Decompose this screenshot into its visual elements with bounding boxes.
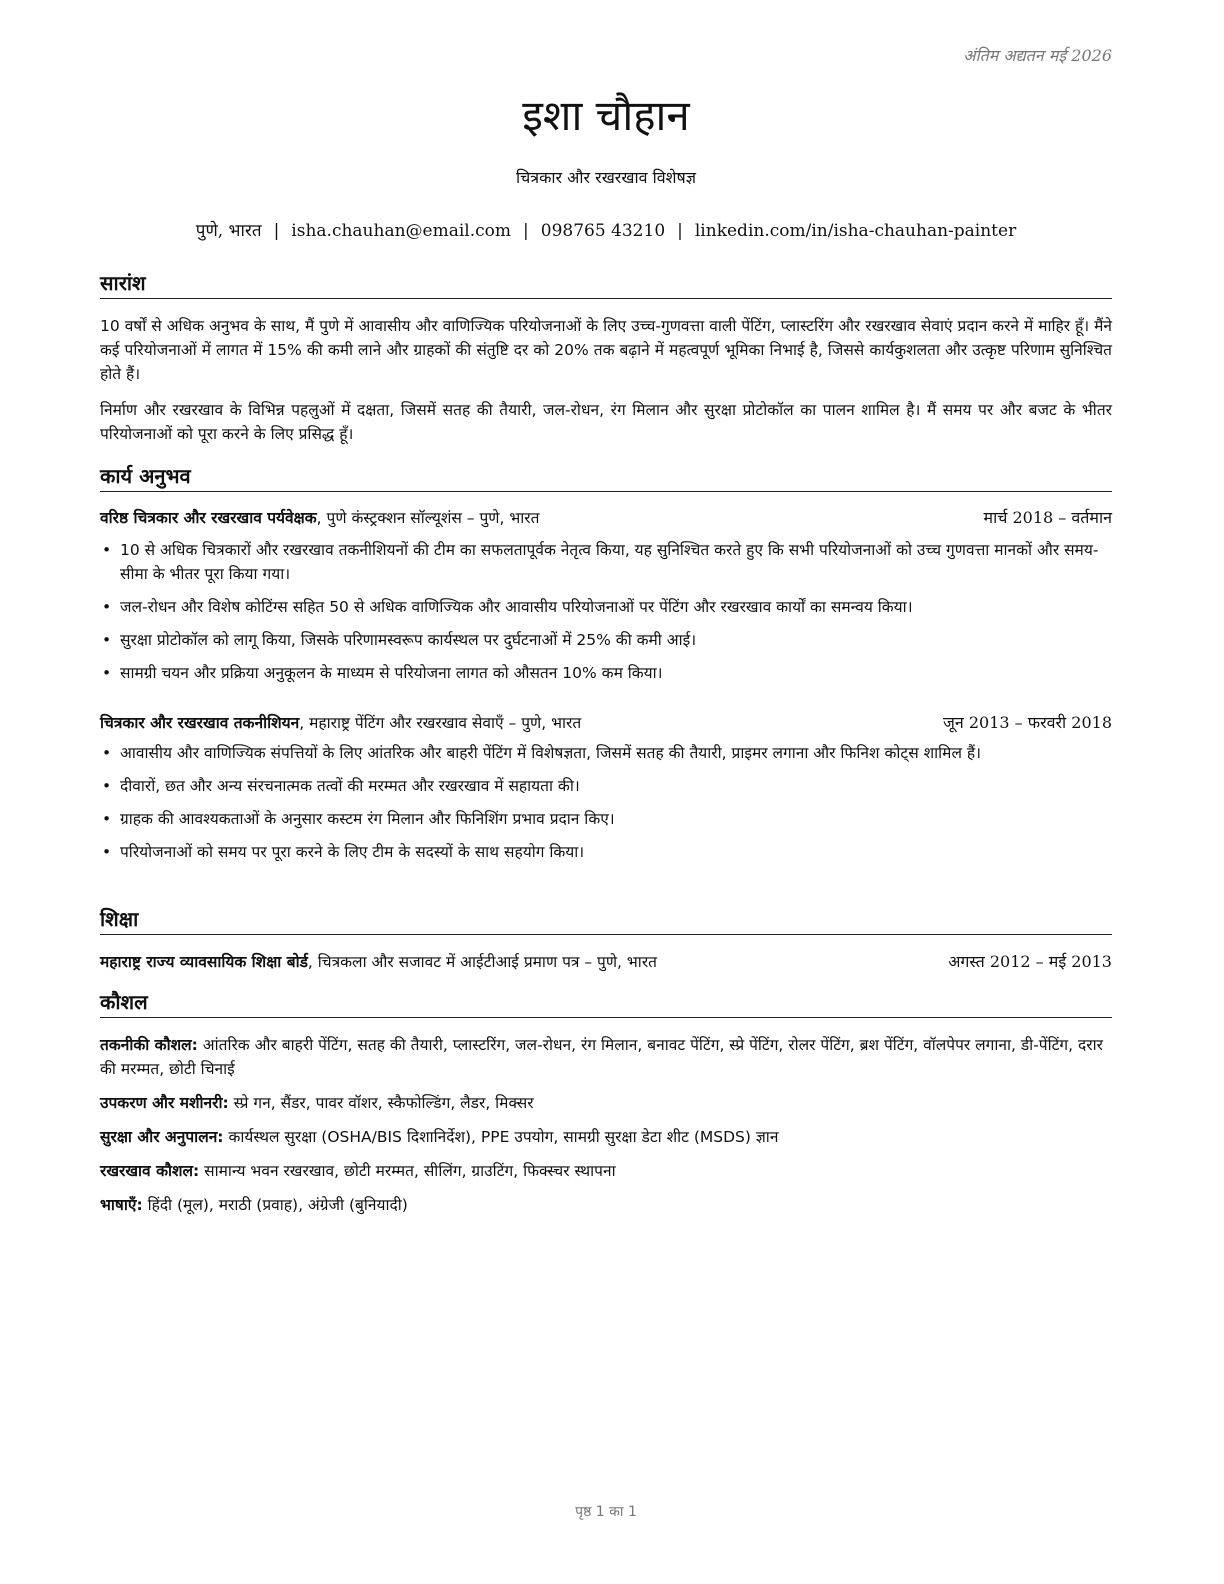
job-title: चित्रकार और रखरखाव तकनीशियन	[100, 714, 300, 732]
job-organization: , महाराष्ट्र पेंटिंग और रखरखाव सेवाएँ – पुणे, भारत	[299, 714, 582, 732]
skill-line	[100, 1193, 1112, 1217]
skill-label: भाषाएँ:	[100, 1196, 143, 1214]
job-bullet: • सामग्री चयन और प्रक्रिया अनुकूलन के माध्यम से परियोजना लागत को औसतन 10% कम किया।	[100, 661, 1112, 685]
contact-location: पुणे, भारत	[195, 221, 262, 241]
job-title: वरिष्ठ चित्रकार और रखरखाव पर्यवेक्षक	[100, 509, 317, 527]
candidate-name: इशा चौहान	[522, 91, 690, 140]
job-bullet: • ग्राहक की आवश्यकताओं के अनुसार कस्टम रंग मिलान और फिनिशिंग प्रभाव प्रदान किए।	[100, 807, 1112, 831]
job-bullet: • सुरक्षा प्रोटोकॉल को लागू किया, जिसके परिणामस्वरूप कार्यस्थल पर दुर्घटनाओं में 25% की कमी आई।	[100, 628, 1112, 652]
contact-separator: |	[523, 221, 529, 241]
skill-label: रखरखाव कौशल:	[100, 1162, 200, 1180]
job-bullet: • परियोजनाओं को समय पर पूरा करने के लिए टीम के सदस्यों के साथ सहयोग किया।	[100, 840, 1112, 864]
skill-value: हिंदी (मूल), मराठी (प्रवाह), अंग्रेजी (बुनियादी)	[142, 1196, 408, 1214]
contact-phone: 098765 43210	[540, 221, 666, 241]
job-bullet-list	[100, 538, 1112, 694]
contact-linkedin[interactable]: linkedin.com/in/isha-chauhan-painter	[694, 221, 1017, 241]
skill-line	[100, 1091, 1112, 1115]
job-header	[100, 506, 1112, 530]
contact-line	[100, 218, 1112, 244]
skill-value: आंतरिक और बाहरी पेंटिंग, सतह की तैयारी, प्लास्टरिंग, जल-रोधन, रंग मिलान, बनावट पेंटिंग, स्प्रे पेंटिंग, रोलर पेंटिंग, ब्रश पेंटिंग, वॉलपेपर लगाना, डी-पेंटिंग, दरार की मरम्मत, छोटी चिनाई	[100, 1036, 1103, 1078]
skill-line	[100, 1033, 1112, 1081]
page-number: पृष्ठ 1 का 1	[575, 1504, 637, 1520]
job-bullet: • आवासीय और वाणिज्यिक संपत्तियों के लिए आंतरिक और बाहरी पेंटिंग में विशेषज्ञता, जिसमें सतह की तैयारी, प्राइमर लगाना और फिनिश कोट्स शामिल हैं।	[100, 741, 1112, 765]
education-dates: अगस्त 2012 – मई 2013	[948, 952, 1112, 971]
education-institution: महाराष्ट्र राज्य व्यावसायिक शिक्षा बोर्ड	[100, 953, 308, 971]
skill-value: सामान्य भवन रखरखाव, छोटी मरम्मत, सीलिंग, ग्राउटिंग, फिक्स्चर स्थापना	[199, 1162, 616, 1180]
contact-separator: |	[273, 221, 280, 241]
education-detail: , चित्रकला और सजावट में आईटीआई प्रमाण पत्र – पुणे, भारत	[307, 953, 657, 971]
job-header	[100, 711, 1112, 735]
job-bullet: • दीवारों, छत और अन्य संरचनात्मक तत्वों की मरम्मत और रखरखाव में सहायता की।	[100, 774, 1112, 798]
education-entry	[100, 950, 1112, 974]
skill-line	[100, 1125, 1112, 1149]
skill-label: सुरक्षा और अनुपालन:	[100, 1128, 224, 1146]
job-bullet-list	[100, 741, 1112, 873]
skill-label: उपकरण और मशीनरी:	[100, 1094, 229, 1112]
contact-separator: |	[677, 221, 683, 241]
job-organization: , पुणे कंस्ट्रक्शन सॉल्यूशंस – पुणे, भारत	[316, 509, 540, 527]
section-heading-experience: कार्य अनुभव	[100, 463, 1112, 492]
job-dates: मार्च 2018 – वर्तमान	[983, 508, 1112, 527]
skill-label: तकनीकी कौशल:	[100, 1036, 198, 1054]
skill-value: कार्यस्थल सुरक्षा (OSHA/BIS दिशानिर्देश), PPE उपयोग, सामग्री सुरक्षा डेटा शीट (MSDS) ज्ञान	[223, 1128, 779, 1146]
job-bullet: • 10 से अधिक चित्रकारों और रखरखाव तकनीशियनों की टीम का सफलतापूर्वक नेतृत्व किया, यह सुनिश्चित करते हुए कि सभी परियोजनाओं को उच्च गुणवत्ता मानकों और समय-सीमा के भीतर पूरा किया गया।	[100, 538, 1112, 586]
summary-paragraph-2: निर्माण और रखरखाव के विभिन्न पहलुओं में दक्षता, जिसमें सतह की तैयारी, जल-रोधन, रंग मिलान और सुरक्षा प्रोटोकॉल का पालन शामिल है। मैं समय पर और बजट के भीतर परियोजनाओं को पूरा करने के लिए प्रसिद्ध हूँ।	[100, 401, 1112, 443]
summary-paragraph-1: 10 वर्षों से अधिक अनुभव के साथ, मैं पुणे में आवासीय और वाणिज्यिक परियोजनाओं के लिए उच्च-गुणवत्ता वाली पेंटिंग, प्लास्टरिंग और रखरखाव सेवाएं प्रदान करने में माहिर हूँ। मैंने कई परियोजनाओं में लागत में 15% की कमी लाने और ग्राहकों की संतुष्टि दर को 20% तक बढ़ाने में महत्वपूर्ण भूमिका निभाई है, जिससे कार्यकुशलता और उत्कृष्ट परिणाम सुनिश्चित होते हैं।	[100, 317, 1112, 383]
section-heading-summary: सारांश	[100, 270, 1112, 299]
skill-value: स्प्रे गन, सैंडर, पावर वॉशर, स्कैफोल्डिंग, लैडर, मिक्सर	[228, 1094, 534, 1112]
section-heading-skills: कौशल	[100, 989, 1112, 1018]
section-heading-education: शिक्षा	[100, 906, 1112, 935]
job-dates: जून 2013 – फरवरी 2018	[943, 713, 1112, 732]
candidate-title: चित्रकार और रखरखाव विशेषज्ञ	[515, 168, 696, 187]
last-updated-note: अंतिम अद्यतन मई 2026	[963, 46, 1112, 65]
resume-page	[100, 0, 1112, 1584]
contact-email[interactable]: isha.chauhan@email.com	[291, 221, 512, 241]
skill-line	[100, 1159, 1112, 1183]
job-bullet: • जल-रोधन और विशेष कोटिंग्स सहित 50 से अधिक वाणिज्यिक और आवासीय परियोजनाओं पर पेंटिंग और रखरखाव कार्यों का समन्वय किया।	[100, 595, 1112, 619]
